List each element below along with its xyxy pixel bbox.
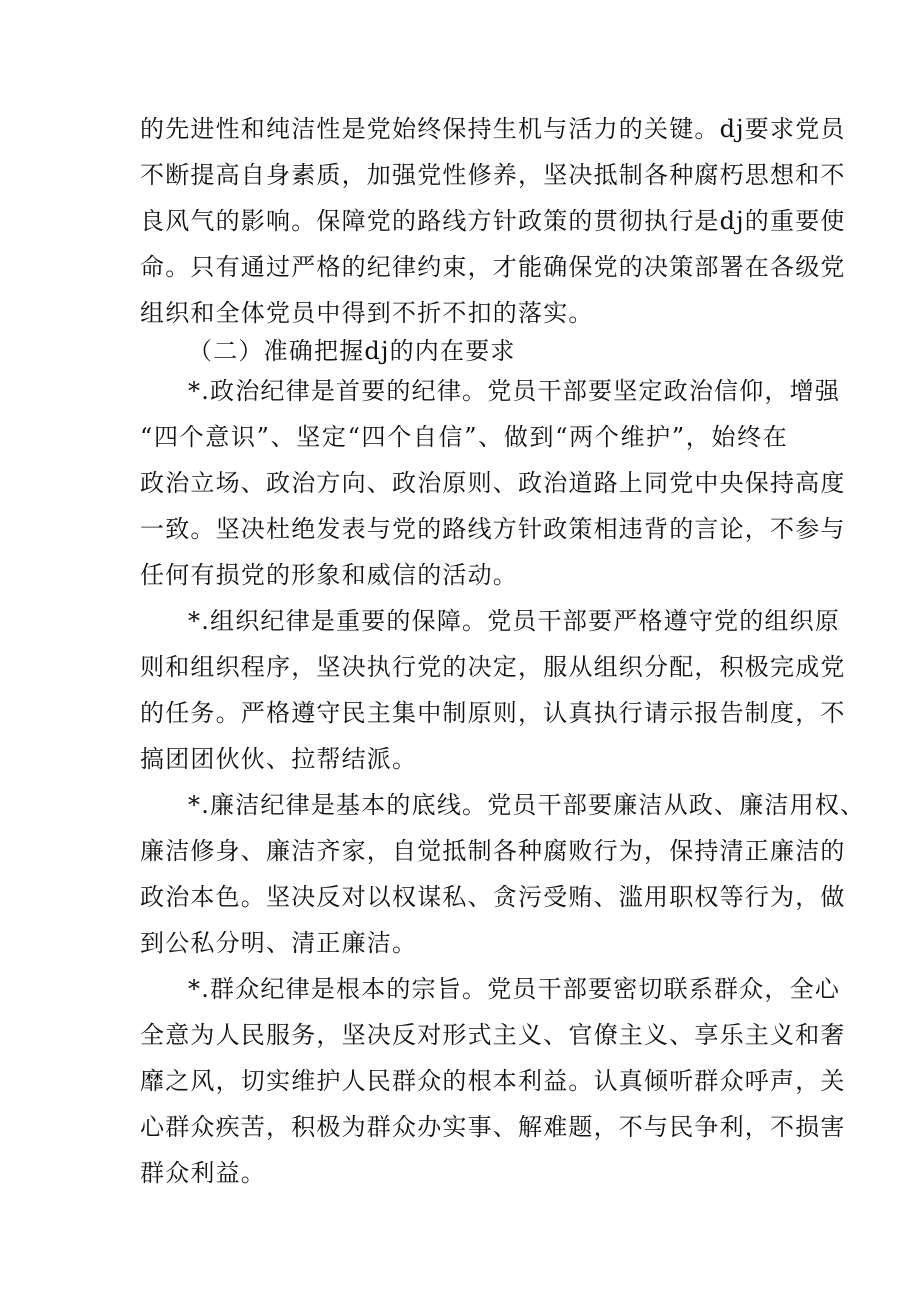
text-line: 廉洁修身、廉洁齐家，自觉抵制各种腐败行为，保持清正廉洁的: [140, 837, 846, 865]
text-line: 到公私分明、清正廉洁。: [140, 929, 418, 957]
text-line: 命。只有通过严格的纪律约束，才能确保党的决策部署在各级党: [140, 253, 846, 281]
text-line: 一致。坚决杜绝发表与党的路线方针政策相违背的言论，不参与: [140, 515, 846, 543]
text-line: 靡之风，切实维护人民群众的根本利益。认真倾听群众呼声，关: [140, 1067, 846, 1095]
text-line: 组织和全体党员中得到不折不扣的落实。: [140, 299, 594, 327]
text-line: 搞团团伙伙、拉帮结派。: [140, 745, 418, 773]
text-line: 的任务。严格遵守民主集中制原则，认真执行请示报告制度，不: [140, 699, 846, 727]
text-line: 任何有损党的形象和威信的活动。: [140, 561, 518, 589]
text-line: 全意为人民服务，坚决反对形式主义、官僚主义、享乐主义和奢: [140, 1021, 846, 1049]
text-line: 良风气的影响。保障党的路线方针政策的贯彻执行是dj的重要使: [140, 207, 846, 235]
text-line: 政治本色。坚决反对以权谋私、贪污受贿、滥用职权等行为，做: [140, 883, 846, 911]
text-line: “四个意识”、坚定“四个自信”、做到“两个维护”，始终在: [140, 423, 788, 451]
text-line: *.组织纪律是重要的保障。党员干部要严格遵守党的组织原: [188, 607, 841, 635]
text-line: *.政治纪律是首要的纪律。党员干部要坚定政治信仰，增强: [188, 377, 841, 405]
text-line: *.廉洁纪律是基本的底线。党员干部要廉洁从政、廉洁用权、: [188, 791, 866, 819]
text-line: 政治立场、政治方向、政治原则、政治道路上同党中央保持高度: [140, 469, 846, 497]
text-line: 群众利益。: [140, 1159, 266, 1187]
text-line: 不断提高自身素质，加强党性修养，坚决抵制各种腐朽思想和不: [140, 161, 846, 189]
section-heading: （二）准确把握dj的内在要求: [188, 337, 516, 365]
text-line: 的先进性和纯洁性是党始终保持生机与活力的关键。dj要求党员: [140, 115, 846, 143]
text-line: 心群众疾苦，积极为群众办实事、解难题，不与民争利，不损害: [140, 1113, 846, 1141]
text-line: *.群众纪律是根本的宗旨。党员干部要密切联系群众，全心: [188, 975, 841, 1003]
text-line: 则和组织程序，坚决执行党的决定，服从组织分配，积极完成党: [140, 653, 846, 681]
